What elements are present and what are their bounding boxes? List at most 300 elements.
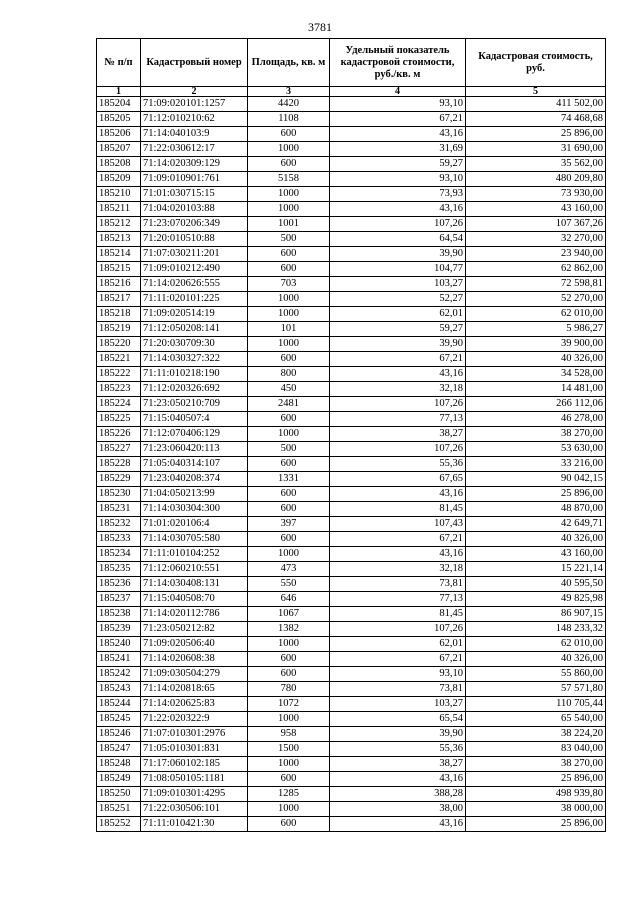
table-row (97, 697, 606, 712)
unit-value-cell: 65,54 (330, 712, 466, 727)
row-number-cell: 185208 (97, 157, 141, 172)
cadastral-cost-cell: 39 900,00 (466, 337, 606, 352)
cadastral-number-cell: 71:12:020326:692 (141, 382, 248, 397)
column-index-cell: 4 (330, 87, 466, 97)
unit-value-cell: 32,18 (330, 382, 466, 397)
table-row (97, 652, 606, 667)
area-cell: 1000 (248, 337, 330, 352)
table-row (97, 172, 606, 187)
row-number-cell: 185232 (97, 517, 141, 532)
page-number: 3781 (308, 20, 332, 34)
unit-value-cell: 73,93 (330, 187, 466, 202)
unit-value-cell: 388,28 (330, 787, 466, 802)
cadastral-cost-cell: 83 040,00 (466, 742, 606, 757)
area-cell: 780 (248, 682, 330, 697)
unit-value-cell: 55,36 (330, 457, 466, 472)
row-number-cell: 185212 (97, 217, 141, 232)
area-cell: 1382 (248, 622, 330, 637)
row-number-cell: 185248 (97, 757, 141, 772)
row-number-cell: 185219 (97, 322, 141, 337)
row-number-cell: 185227 (97, 442, 141, 457)
cadastral-number-cell: 71:14:030304:300 (141, 502, 248, 517)
area-cell: 600 (248, 772, 330, 787)
cadastral-cost-cell: 40 326,00 (466, 532, 606, 547)
header-cadastral-cost: Кадастровая стоимость, руб. (466, 39, 606, 87)
area-cell: 600 (248, 502, 330, 517)
area-cell: 1000 (248, 292, 330, 307)
cadastral-cost-cell: 53 630,00 (466, 442, 606, 457)
unit-value-cell: 93,10 (330, 172, 466, 187)
row-number-cell: 185222 (97, 367, 141, 382)
cadastral-cost-cell: 72 598,81 (466, 277, 606, 292)
row-number-cell: 185225 (97, 412, 141, 427)
cadastral-cost-cell: 74 468,68 (466, 112, 606, 127)
cadastral-number-cell: 71:09:020514:19 (141, 307, 248, 322)
cadastral-number-cell: 71:17:060102:185 (141, 757, 248, 772)
row-number-cell: 185244 (97, 697, 141, 712)
cadastral-number-cell: 71:12:010210:62 (141, 112, 248, 127)
row-number-cell: 185228 (97, 457, 141, 472)
cadastral-value-table (96, 38, 606, 832)
cadastral-cost-cell: 90 042,15 (466, 472, 606, 487)
cadastral-cost-cell: 62 862,00 (466, 262, 606, 277)
table-row (97, 412, 606, 427)
unit-value-cell: 81,45 (330, 607, 466, 622)
table-row (97, 337, 606, 352)
cadastral-cost-cell: 40 326,00 (466, 352, 606, 367)
cadastral-cost-cell: 65 540,00 (466, 712, 606, 727)
area-cell: 600 (248, 127, 330, 142)
table-row (97, 217, 606, 232)
table-row (97, 457, 606, 472)
area-cell: 800 (248, 367, 330, 382)
unit-value-cell: 52,27 (330, 292, 466, 307)
cadastral-cost-cell: 107 367,26 (466, 217, 606, 232)
row-number-cell: 185216 (97, 277, 141, 292)
table-row (97, 607, 606, 622)
unit-value-cell: 43,16 (330, 817, 466, 832)
area-cell: 1500 (248, 742, 330, 757)
cadastral-cost-cell: 25 896,00 (466, 772, 606, 787)
cadastral-cost-cell: 55 860,00 (466, 667, 606, 682)
header-area: Площадь, кв. м (248, 39, 330, 87)
table-row (97, 772, 606, 787)
cadastral-number-cell: 71:12:050208:141 (141, 322, 248, 337)
area-cell: 1108 (248, 112, 330, 127)
area-cell: 500 (248, 442, 330, 457)
row-number-cell: 185251 (97, 802, 141, 817)
row-number-cell: 185217 (97, 292, 141, 307)
table-row (97, 382, 606, 397)
row-number-cell: 185224 (97, 397, 141, 412)
unit-value-cell: 81,45 (330, 502, 466, 517)
row-number-cell: 185226 (97, 427, 141, 442)
row-number-cell: 185204 (97, 97, 141, 112)
cadastral-cost-cell: 73 930,00 (466, 187, 606, 202)
row-number-cell: 185215 (97, 262, 141, 277)
cadastral-number-cell: 71:20:010510:88 (141, 232, 248, 247)
cadastral-number-cell: 71:08:050105:1181 (141, 772, 248, 787)
row-number-cell: 185214 (97, 247, 141, 262)
unit-value-cell: 107,26 (330, 397, 466, 412)
table-row (97, 802, 606, 817)
row-number-cell: 185243 (97, 682, 141, 697)
area-cell: 1285 (248, 787, 330, 802)
column-index-cell: 1 (97, 87, 141, 97)
cadastral-cost-cell: 480 209,80 (466, 172, 606, 187)
row-number-cell: 185238 (97, 607, 141, 622)
area-cell: 1000 (248, 307, 330, 322)
area-cell: 600 (248, 487, 330, 502)
area-cell: 1000 (248, 142, 330, 157)
area-cell: 473 (248, 562, 330, 577)
table-row (97, 367, 606, 382)
row-number-cell: 185205 (97, 112, 141, 127)
unit-value-cell: 77,13 (330, 592, 466, 607)
table-row (97, 187, 606, 202)
unit-value-cell: 103,27 (330, 277, 466, 292)
cadastral-cost-cell: 46 278,00 (466, 412, 606, 427)
unit-value-cell: 43,16 (330, 547, 466, 562)
table-row (97, 277, 606, 292)
cadastral-number-cell: 71:14:020625:83 (141, 697, 248, 712)
cadastral-cost-cell: 48 870,00 (466, 502, 606, 517)
table-row (97, 142, 606, 157)
area-cell: 397 (248, 517, 330, 532)
row-number-cell: 185247 (97, 742, 141, 757)
table-row (97, 667, 606, 682)
unit-value-cell: 107,26 (330, 442, 466, 457)
cadastral-cost-cell: 34 528,00 (466, 367, 606, 382)
cadastral-number-cell: 71:11:010218:190 (141, 367, 248, 382)
table-row (97, 157, 606, 172)
cadastral-number-cell: 71:12:060210:551 (141, 562, 248, 577)
unit-value-cell: 43,16 (330, 772, 466, 787)
cadastral-cost-cell: 32 270,00 (466, 232, 606, 247)
table-body (97, 97, 606, 832)
cadastral-cost-cell: 25 896,00 (466, 127, 606, 142)
area-cell: 600 (248, 667, 330, 682)
cadastral-number-cell: 71:23:070206:349 (141, 217, 248, 232)
table-row (97, 112, 606, 127)
cadastral-cost-cell: 25 896,00 (466, 817, 606, 832)
cadastral-cost-cell: 62 010,00 (466, 307, 606, 322)
cadastral-number-cell: 71:22:020322:9 (141, 712, 248, 727)
table-row (97, 247, 606, 262)
row-number-cell: 185221 (97, 352, 141, 367)
cadastral-cost-cell: 43 160,00 (466, 202, 606, 217)
area-cell: 550 (248, 577, 330, 592)
area-cell: 703 (248, 277, 330, 292)
area-cell: 1000 (248, 712, 330, 727)
unit-value-cell: 107,43 (330, 517, 466, 532)
area-cell: 1072 (248, 697, 330, 712)
table-row (97, 307, 606, 322)
column-index-cell: 3 (248, 87, 330, 97)
cadastral-number-cell: 71:14:020309:129 (141, 157, 248, 172)
cadastral-cost-cell: 62 010,00 (466, 637, 606, 652)
row-number-cell: 185234 (97, 547, 141, 562)
cadastral-number-cell: 71:01:020106:4 (141, 517, 248, 532)
cadastral-number-cell: 71:09:010301:4295 (141, 787, 248, 802)
cadastral-number-cell: 71:05:010301:831 (141, 742, 248, 757)
column-index-cell: 5 (466, 87, 606, 97)
area-cell: 600 (248, 817, 330, 832)
unit-value-cell: 67,21 (330, 532, 466, 547)
table-row (97, 547, 606, 562)
row-number-cell: 185209 (97, 172, 141, 187)
row-number-cell: 185229 (97, 472, 141, 487)
row-number-cell: 185239 (97, 622, 141, 637)
unit-value-cell: 93,10 (330, 97, 466, 112)
cadastral-cost-cell: 33 216,00 (466, 457, 606, 472)
cadastral-cost-cell: 38 224,20 (466, 727, 606, 742)
table-row (97, 352, 606, 367)
cadastral-number-cell: 71:20:030709:30 (141, 337, 248, 352)
unit-value-cell: 39,90 (330, 247, 466, 262)
cadastral-number-cell: 71:14:030705:580 (141, 532, 248, 547)
unit-value-cell: 43,16 (330, 367, 466, 382)
table-row (97, 487, 606, 502)
table-row (97, 127, 606, 142)
unit-value-cell: 43,16 (330, 127, 466, 142)
unit-value-cell: 67,21 (330, 112, 466, 127)
cadastral-number-cell: 71:04:050213:99 (141, 487, 248, 502)
area-cell: 2481 (248, 397, 330, 412)
area-cell: 600 (248, 247, 330, 262)
cadastral-cost-cell: 110 705,44 (466, 697, 606, 712)
area-cell: 600 (248, 412, 330, 427)
cadastral-cost-cell: 266 112,06 (466, 397, 606, 412)
cadastral-number-cell: 71:14:020626:555 (141, 277, 248, 292)
table-row (97, 562, 606, 577)
area-cell: 600 (248, 457, 330, 472)
cadastral-cost-cell: 43 160,00 (466, 547, 606, 562)
area-cell: 600 (248, 352, 330, 367)
area-cell: 101 (248, 322, 330, 337)
table-row (97, 322, 606, 337)
unit-value-cell: 67,65 (330, 472, 466, 487)
cadastral-cost-cell: 86 907,15 (466, 607, 606, 622)
table-row (97, 817, 606, 832)
cadastral-number-cell: 71:09:030504:279 (141, 667, 248, 682)
cadastral-number-cell: 71:01:030715:15 (141, 187, 248, 202)
table-row (97, 622, 606, 637)
cadastral-number-cell: 71:23:050212:82 (141, 622, 248, 637)
row-number-cell: 185237 (97, 592, 141, 607)
area-cell: 1001 (248, 217, 330, 232)
unit-value-cell: 67,21 (330, 652, 466, 667)
unit-value-cell: 107,26 (330, 217, 466, 232)
area-cell: 600 (248, 157, 330, 172)
table-row (97, 472, 606, 487)
cadastral-number-cell: 71:23:050210:709 (141, 397, 248, 412)
row-number-cell: 185240 (97, 637, 141, 652)
cadastral-cost-cell: 23 940,00 (466, 247, 606, 262)
unit-value-cell: 43,16 (330, 487, 466, 502)
cadastral-cost-cell: 52 270,00 (466, 292, 606, 307)
cadastral-cost-cell: 40 595,50 (466, 577, 606, 592)
header-cadastral-number: Кадастровый номер (141, 39, 248, 87)
cadastral-number-cell: 71:15:040508:70 (141, 592, 248, 607)
table-row (97, 517, 606, 532)
area-cell: 646 (248, 592, 330, 607)
area-cell: 1000 (248, 202, 330, 217)
table-row (97, 262, 606, 277)
unit-value-cell: 59,27 (330, 322, 466, 337)
cadastral-number-cell: 71:09:010901:761 (141, 172, 248, 187)
unit-value-cell: 77,13 (330, 412, 466, 427)
unit-value-cell: 43,16 (330, 202, 466, 217)
unit-value-cell: 73,81 (330, 682, 466, 697)
table-row (97, 682, 606, 697)
cadastral-cost-cell: 148 233,32 (466, 622, 606, 637)
unit-value-cell: 62,01 (330, 307, 466, 322)
row-number-cell: 185236 (97, 577, 141, 592)
cadastral-number-cell: 71:09:020506:40 (141, 637, 248, 652)
unit-value-cell: 107,26 (330, 622, 466, 637)
area-cell: 1000 (248, 757, 330, 772)
row-number-cell: 185231 (97, 502, 141, 517)
cadastral-cost-cell: 31 690,00 (466, 142, 606, 157)
area-cell: 958 (248, 727, 330, 742)
unit-value-cell: 38,00 (330, 802, 466, 817)
table-row (97, 97, 606, 112)
cadastral-cost-cell: 14 481,00 (466, 382, 606, 397)
cadastral-cost-cell: 498 939,80 (466, 787, 606, 802)
cadastral-number-cell: 71:09:020101:1257 (141, 97, 248, 112)
table-row (97, 232, 606, 247)
cadastral-number-cell: 71:14:030327:322 (141, 352, 248, 367)
cadastral-cost-cell: 42 649,71 (466, 517, 606, 532)
cadastral-number-cell: 71:04:020103:88 (141, 202, 248, 217)
cadastral-cost-cell: 38 270,00 (466, 757, 606, 772)
cadastral-cost-cell: 411 502,00 (466, 97, 606, 112)
table-row (97, 712, 606, 727)
area-cell: 1067 (248, 607, 330, 622)
row-number-cell: 185242 (97, 667, 141, 682)
area-cell: 1331 (248, 472, 330, 487)
area-cell: 500 (248, 232, 330, 247)
table-row (97, 442, 606, 457)
unit-value-cell: 38,27 (330, 757, 466, 772)
cadastral-cost-cell: 38 000,00 (466, 802, 606, 817)
unit-value-cell: 59,27 (330, 157, 466, 172)
cadastral-number-cell: 71:11:020101:225 (141, 292, 248, 307)
cadastral-number-cell: 71:22:030506:101 (141, 802, 248, 817)
table-row (97, 427, 606, 442)
cadastral-number-cell: 71:23:060420:113 (141, 442, 248, 457)
cadastral-number-cell: 71:05:040314:107 (141, 457, 248, 472)
cadastral-number-cell: 71:11:010421:30 (141, 817, 248, 832)
unit-value-cell: 38,27 (330, 427, 466, 442)
unit-value-cell: 39,90 (330, 727, 466, 742)
row-number-cell: 185250 (97, 787, 141, 802)
area-cell: 450 (248, 382, 330, 397)
row-number-cell: 185220 (97, 337, 141, 352)
row-number-cell: 185233 (97, 532, 141, 547)
area-cell: 600 (248, 262, 330, 277)
cadastral-number-cell: 71:14:040103:9 (141, 127, 248, 142)
unit-value-cell: 64,54 (330, 232, 466, 247)
row-number-cell: 185249 (97, 772, 141, 787)
area-cell: 1000 (248, 427, 330, 442)
column-index-row (97, 87, 606, 97)
area-cell: 1000 (248, 187, 330, 202)
row-number-cell: 185211 (97, 202, 141, 217)
table-row (97, 577, 606, 592)
row-number-cell: 185230 (97, 487, 141, 502)
cadastral-number-cell: 71:15:040507:4 (141, 412, 248, 427)
table-row (97, 397, 606, 412)
row-number-cell: 185241 (97, 652, 141, 667)
table-row (97, 532, 606, 547)
row-number-cell: 185245 (97, 712, 141, 727)
table-row (97, 742, 606, 757)
cadastral-number-cell: 71:22:030612:17 (141, 142, 248, 157)
area-cell: 1000 (248, 547, 330, 562)
cadastral-cost-cell: 35 562,00 (466, 157, 606, 172)
cadastral-number-cell: 71:12:070406:129 (141, 427, 248, 442)
unit-value-cell: 32,18 (330, 562, 466, 577)
row-number-cell: 185207 (97, 142, 141, 157)
cadastral-number-cell: 71:11:010104:252 (141, 547, 248, 562)
cadastral-number-cell: 71:07:010301:2976 (141, 727, 248, 742)
row-number-cell: 185210 (97, 187, 141, 202)
cadastral-cost-cell: 5 986,27 (466, 322, 606, 337)
cadastral-number-cell: 71:14:020608:38 (141, 652, 248, 667)
area-cell: 600 (248, 652, 330, 667)
table-row (97, 727, 606, 742)
unit-value-cell: 39,90 (330, 337, 466, 352)
table-row (97, 502, 606, 517)
table-row (97, 787, 606, 802)
area-cell: 1000 (248, 802, 330, 817)
area-cell: 4420 (248, 97, 330, 112)
table-header-row (97, 39, 606, 87)
row-number-cell: 185246 (97, 727, 141, 742)
table-row (97, 637, 606, 652)
cadastral-cost-cell: 49 825,98 (466, 592, 606, 607)
row-number-cell: 185218 (97, 307, 141, 322)
row-number-cell: 185252 (97, 817, 141, 832)
area-cell: 600 (248, 532, 330, 547)
unit-value-cell: 67,21 (330, 352, 466, 367)
cadastral-number-cell: 71:07:030211:201 (141, 247, 248, 262)
cadastral-number-cell: 71:14:020818:65 (141, 682, 248, 697)
cadastral-cost-cell: 57 571,80 (466, 682, 606, 697)
row-number-cell: 185223 (97, 382, 141, 397)
area-cell: 1000 (248, 637, 330, 652)
header-row-number: № п/п (97, 39, 141, 87)
cadastral-number-cell: 71:09:010212:490 (141, 262, 248, 277)
area-cell: 5158 (248, 172, 330, 187)
table-row (97, 202, 606, 217)
table-row (97, 292, 606, 307)
cadastral-number-cell: 71:23:040208:374 (141, 472, 248, 487)
cadastral-number-cell: 71:14:020112:786 (141, 607, 248, 622)
row-number-cell: 185213 (97, 232, 141, 247)
unit-value-cell: 73,81 (330, 577, 466, 592)
unit-value-cell: 104,77 (330, 262, 466, 277)
unit-value-cell: 55,36 (330, 742, 466, 757)
cadastral-cost-cell: 25 896,00 (466, 487, 606, 502)
unit-value-cell: 93,10 (330, 667, 466, 682)
cadastral-cost-cell: 40 326,00 (466, 652, 606, 667)
column-index-cell: 2 (141, 87, 248, 97)
unit-value-cell: 62,01 (330, 637, 466, 652)
table-row (97, 757, 606, 772)
